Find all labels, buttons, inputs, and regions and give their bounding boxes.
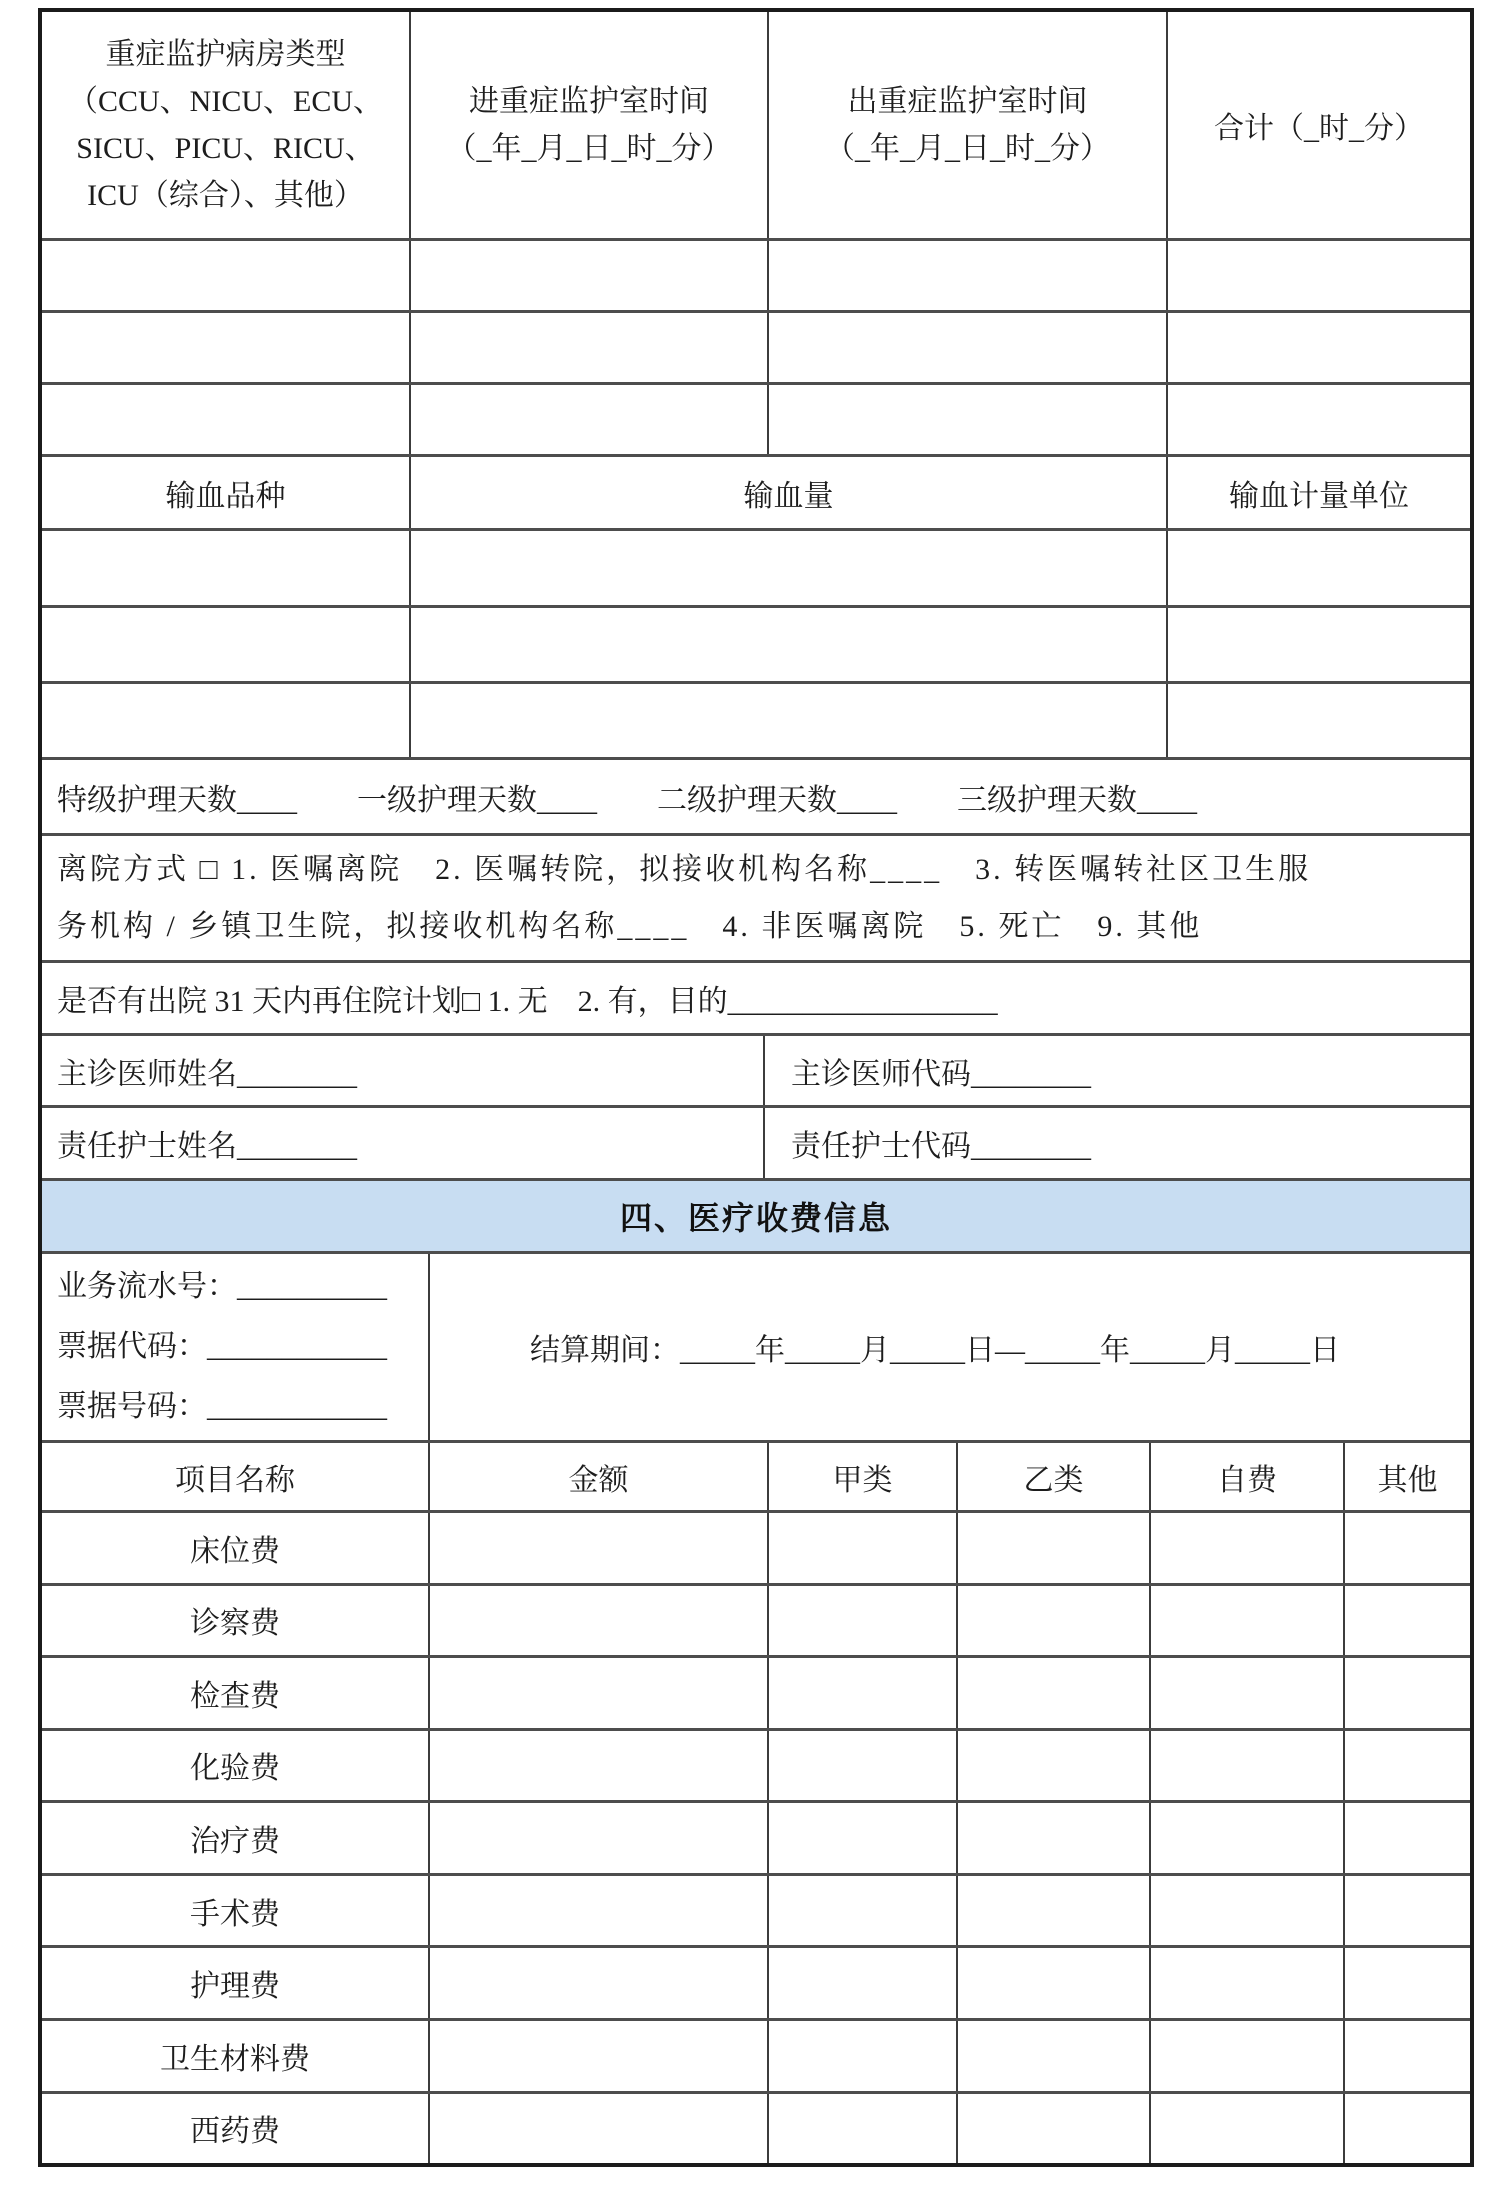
fee-class-b-blank xyxy=(958,1658,1151,1728)
fee-amount-blank xyxy=(430,2021,769,2091)
section-header-medical-fees xyxy=(42,1181,1470,1254)
transfusion-unit-blank xyxy=(1168,608,1470,681)
fee-self-pay-blank xyxy=(1151,2094,1345,2164)
icu-exit-time-blank xyxy=(769,241,1168,310)
icu-ward-type-blank xyxy=(42,241,411,310)
fee-header-class-b: 乙类 xyxy=(958,1443,1151,1510)
fee-row-western-medicine xyxy=(42,2094,1470,2164)
transfusion-amount-blank xyxy=(411,608,1168,681)
transfusion-amount-header: 输血量 xyxy=(411,457,1168,528)
transfusion-unit-header: 输血计量单位 xyxy=(1229,479,1409,513)
transfusion-type-blank xyxy=(42,531,411,605)
doctor-row xyxy=(42,1036,1470,1108)
business-serial-number-field: 业务流水号：__________ xyxy=(57,1270,387,1303)
nurse-name-field: 责任护士姓名________ xyxy=(42,1108,765,1178)
icu-entry-time-header: 进重症监护室时间 （_年_月_日_时_分） xyxy=(411,12,769,238)
doctor-name-field: 主诊医师姓名________ xyxy=(42,1036,765,1105)
icu-total-blank xyxy=(1168,313,1470,382)
fee-class-a-blank xyxy=(769,1513,958,1583)
fee-row-label: 西药费 xyxy=(42,2094,430,2164)
fee-row-label: 治疗费 xyxy=(42,1803,430,1873)
nursing-days-text: 特级护理天数____ 一级护理天数____ 二级护理天数____ 三级护理天数____ xyxy=(57,783,1197,817)
fee-class-a-blank xyxy=(769,2021,958,2091)
fee-class-b-blank xyxy=(958,2021,1151,2091)
fee-other-blank xyxy=(1345,1876,1470,1946)
transfusion-table-empty-row xyxy=(42,608,1470,684)
fee-other-blank xyxy=(1345,1731,1470,1801)
fee-self-pay-blank xyxy=(1151,1513,1345,1583)
fee-row-label: 化验费 xyxy=(42,1731,430,1801)
fee-self-pay-blank xyxy=(1151,1876,1345,1946)
fee-other-blank xyxy=(1345,1513,1470,1583)
section-header-title: 四、医疗收费信息 xyxy=(619,1200,892,1236)
fee-other-blank xyxy=(1345,1948,1470,2018)
fee-self-pay-blank xyxy=(1151,1658,1345,1728)
fee-other-blank xyxy=(1345,2094,1470,2164)
transfusion-type-blank xyxy=(42,608,411,681)
transfusion-type-blank xyxy=(42,684,411,757)
fee-class-b-blank xyxy=(958,1513,1151,1583)
discharge-method-row xyxy=(42,836,1470,963)
fee-row-nursing xyxy=(42,1948,1470,2021)
fee-other-blank xyxy=(1345,1586,1470,1656)
icu-exit-time-header: 出重症监护室时间 （_年_月_日_时_分） xyxy=(769,12,1168,238)
fee-row-label: 检查费 xyxy=(42,1658,430,1728)
icu-ward-type-header: 重症监护病房类型 （CCU、NICU、ECU、 SICU、PICU、RICU、 ICU（综合）、其他） xyxy=(42,12,411,238)
icu-ward-type-blank xyxy=(42,385,411,454)
doctor-code-field: 主诊医师代码________ xyxy=(791,1057,1091,1091)
transfusion-unit-blank xyxy=(1168,684,1470,757)
icu-exit-time-blank xyxy=(769,385,1168,454)
fee-amount-blank xyxy=(430,2094,769,2164)
invoice-code-field: 票据代码：____________ xyxy=(57,1330,387,1363)
icu-entry-time-blank xyxy=(411,241,769,310)
fee-class-b-blank xyxy=(958,2094,1151,2164)
readmission-plan-row xyxy=(42,963,1470,1036)
fee-other-blank xyxy=(1345,2021,1470,2091)
fee-self-pay-blank xyxy=(1151,1803,1345,1873)
icu-total-header: 合计（_时_分） xyxy=(1214,112,1424,145)
fee-row-consultation xyxy=(42,1586,1470,1659)
fee-self-pay-blank xyxy=(1151,1731,1345,1801)
transfusion-table-empty-row xyxy=(42,684,1470,760)
fee-row-label: 护理费 xyxy=(42,1948,430,2018)
icu-exit-time-blank xyxy=(769,313,1168,382)
fee-class-a-blank xyxy=(769,1876,958,1946)
icu-table-empty-row xyxy=(42,313,1470,385)
fee-row-sanitary-materials xyxy=(42,2021,1470,2094)
fee-row-lab-test xyxy=(42,1731,1470,1804)
icu-entry-time-blank xyxy=(411,313,769,382)
transfusion-table-empty-row xyxy=(42,531,1470,608)
fee-row-label: 卫生材料费 xyxy=(42,2021,430,2091)
billing-info-row xyxy=(42,1254,1470,1443)
fee-amount-blank xyxy=(430,1948,769,2018)
fee-class-b-blank xyxy=(958,1948,1151,2018)
icu-total-blank xyxy=(1168,385,1470,454)
icu-table-empty-row xyxy=(42,385,1470,457)
fee-table-header-row xyxy=(42,1443,1470,1513)
fee-row-label: 手术费 xyxy=(42,1876,430,1946)
fee-header-self-pay: 自费 xyxy=(1151,1443,1345,1510)
icu-total-blank xyxy=(1168,241,1470,310)
icu-entry-time-blank xyxy=(411,385,769,454)
fee-row-treatment xyxy=(42,1803,1470,1876)
fee-class-a-blank xyxy=(769,1658,958,1728)
fee-row-examination xyxy=(42,1658,1470,1731)
fee-row-surgery xyxy=(42,1876,1470,1949)
fee-self-pay-blank xyxy=(1151,1948,1345,2018)
fee-class-a-blank xyxy=(769,2094,958,2164)
fee-class-b-blank xyxy=(958,1731,1151,1801)
fee-self-pay-blank xyxy=(1151,2021,1345,2091)
nurse-code-field: 责任护士代码________ xyxy=(791,1130,1091,1163)
transfusion-unit-blank xyxy=(1168,531,1470,605)
fee-amount-blank xyxy=(430,1876,769,1946)
transfusion-amount-blank xyxy=(411,531,1168,605)
billing-left-cell xyxy=(42,1254,430,1440)
fee-amount-blank xyxy=(430,1803,769,1873)
transfusion-table-header-row xyxy=(42,457,1470,531)
fee-class-a-blank xyxy=(769,1803,958,1873)
invoice-number-field: 票据号码：____________ xyxy=(57,1390,387,1423)
transfusion-type-header: 输血品种 xyxy=(42,457,411,528)
medical-record-form xyxy=(38,8,1474,2167)
fee-class-a-blank xyxy=(769,1948,958,2018)
fee-class-b-blank xyxy=(958,1803,1151,1873)
fee-class-b-blank xyxy=(958,1876,1151,1946)
fee-amount-blank xyxy=(430,1658,769,1728)
fee-other-blank xyxy=(1345,1803,1470,1873)
discharge-method-text: 离院方式 □ 1. 医嘱离院 2. 医嘱转院，拟接收机构名称____ 3. 转医嘱转社区卫生服 务机构 / 乡镇卫生院，拟接收机构名称____ 4. 非医嘱离院 5. 死亡 9. 其他 xyxy=(57,853,1312,943)
icu-ward-type-blank xyxy=(42,313,411,382)
fee-other-blank xyxy=(1345,1658,1470,1728)
fee-row-label: 诊察费 xyxy=(42,1586,430,1656)
fee-header-item-name: 项目名称 xyxy=(42,1443,430,1510)
settlement-period-field: 结算期间：_____年_____月_____日—_____年_____月_____日 xyxy=(530,1334,1340,1367)
fee-header-other: 其他 xyxy=(1377,1463,1438,1497)
fee-amount-blank xyxy=(430,1586,769,1656)
nursing-days-row xyxy=(42,760,1470,836)
fee-class-b-blank xyxy=(958,1586,1151,1656)
fee-header-class-a: 甲类 xyxy=(769,1443,958,1510)
readmission-plan-text: 是否有出院 31 天内再住院计划□ 1. 无 2. 有，目的__________________ xyxy=(57,985,998,1018)
fee-amount-blank xyxy=(430,1731,769,1801)
nurse-row xyxy=(42,1108,1470,1181)
fee-class-a-blank xyxy=(769,1586,958,1656)
fee-self-pay-blank xyxy=(1151,1586,1345,1656)
fee-row-bed xyxy=(42,1513,1470,1586)
icu-table-empty-row xyxy=(42,241,1470,313)
fee-row-label: 床位费 xyxy=(42,1513,430,1583)
icu-table-header-row xyxy=(42,12,1470,241)
fee-class-a-blank xyxy=(769,1731,958,1801)
fee-header-amount: 金额 xyxy=(430,1443,769,1510)
fee-amount-blank xyxy=(430,1513,769,1583)
transfusion-amount-blank xyxy=(411,684,1168,757)
